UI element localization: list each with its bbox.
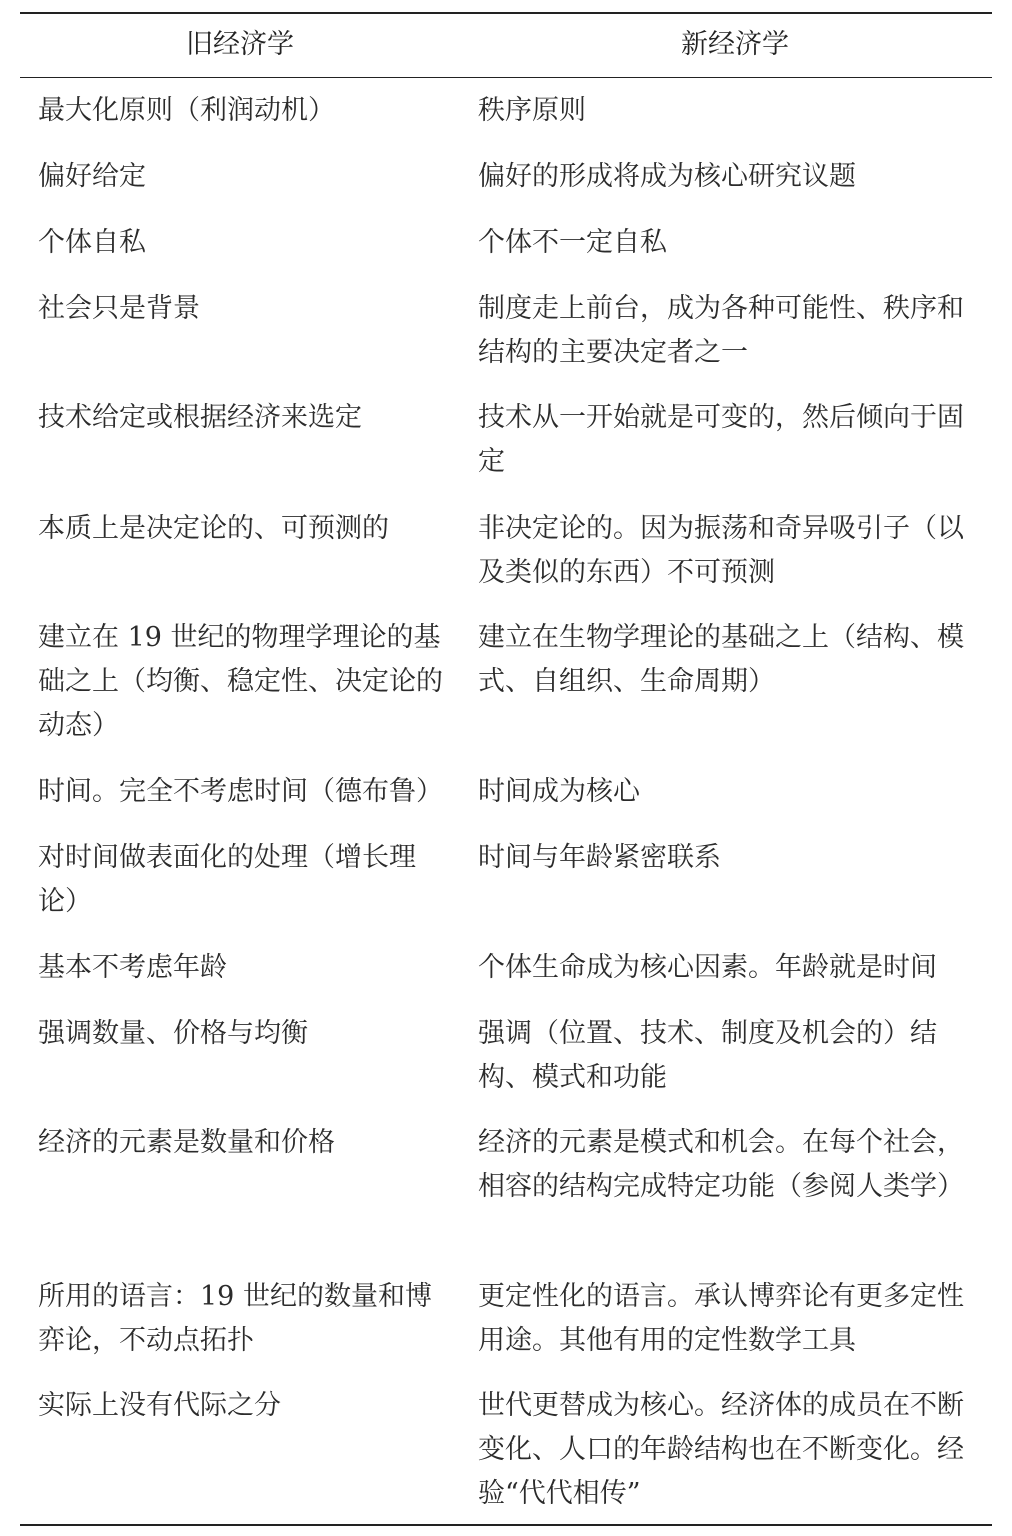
row-4-new: 制度走上前台，成为各种可能性、秩序和结构的主要决定者之一 [478, 293, 964, 368]
row-13-new: 更定性化的语言。承认博弈论有更多定性用途。其他有用的定性数学工具 [478, 1281, 964, 1356]
row-5-old: 技术给定或根据经济来选定 [38, 402, 362, 433]
row-10-new: 个体生命成为核心因素。年龄就是时间 [478, 952, 937, 983]
header-old-economics: 旧经济学 [186, 29, 294, 60]
row-1-old: 最大化原则（利润动机） [38, 95, 335, 126]
row-14-new: 世代更替成为核心。经济体的成员在不断变化、人口的年龄结构也在不断变化。经验“代代相传” [478, 1390, 964, 1509]
row-4-old: 社会只是背景 [38, 293, 200, 324]
header-rule [20, 77, 992, 78]
row-13-old: 所用的语言：19 世纪的数量和博弈论，不动点拓扑 [38, 1281, 432, 1356]
row-7-new: 建立在生物学理论的基础之上（结构、模式、自组织、生命周期） [478, 622, 964, 697]
row-11-old: 强调数量、价格与均衡 [38, 1018, 308, 1049]
row-6-new: 非决定论的。因为振荡和奇异吸引子（以及类似的东西）不可预测 [478, 513, 964, 588]
row-9-new: 时间与年龄紧密联系 [478, 842, 721, 873]
table-bottom-rule [20, 1524, 992, 1526]
row-8-old: 时间。完全不考虑时间（德布鲁） [38, 776, 443, 807]
row-11-new: 强调（位置、技术、制度及机会的）结构、模式和功能 [478, 1018, 937, 1093]
row-7-old: 建立在 19 世纪的物理学理论的基础之上（均衡、稳定性、决定论的动态） [38, 622, 443, 741]
row-8-new: 时间成为核心 [478, 776, 640, 807]
row-1-new: 秩序原则 [478, 95, 586, 126]
row-3-new: 个体不一定自私 [478, 227, 667, 258]
row-10-old: 基本不考虑年龄 [38, 952, 227, 983]
row-14-old: 实际上没有代际之分 [38, 1390, 281, 1421]
row-12-old: 经济的元素是数量和价格 [38, 1127, 335, 1158]
row-6-old: 本质上是决定论的、可预测的 [38, 513, 389, 544]
header-new-economics: 新经济学 [681, 29, 789, 60]
table-top-rule [20, 12, 992, 14]
row-5-new: 技术从一开始就是可变的，然后倾向于固定 [478, 402, 964, 477]
row-2-new: 偏好的形成将成为核心研究议题 [478, 161, 856, 192]
row-9-old: 对时间做表面化的处理（增长理论） [38, 842, 416, 917]
row-3-old: 个体自私 [38, 227, 146, 258]
row-2-old: 偏好给定 [38, 161, 146, 192]
row-12-new: 经济的元素是模式和机会。在每个社会，相容的结构完成特定功能（参阅人类学） [478, 1127, 964, 1202]
